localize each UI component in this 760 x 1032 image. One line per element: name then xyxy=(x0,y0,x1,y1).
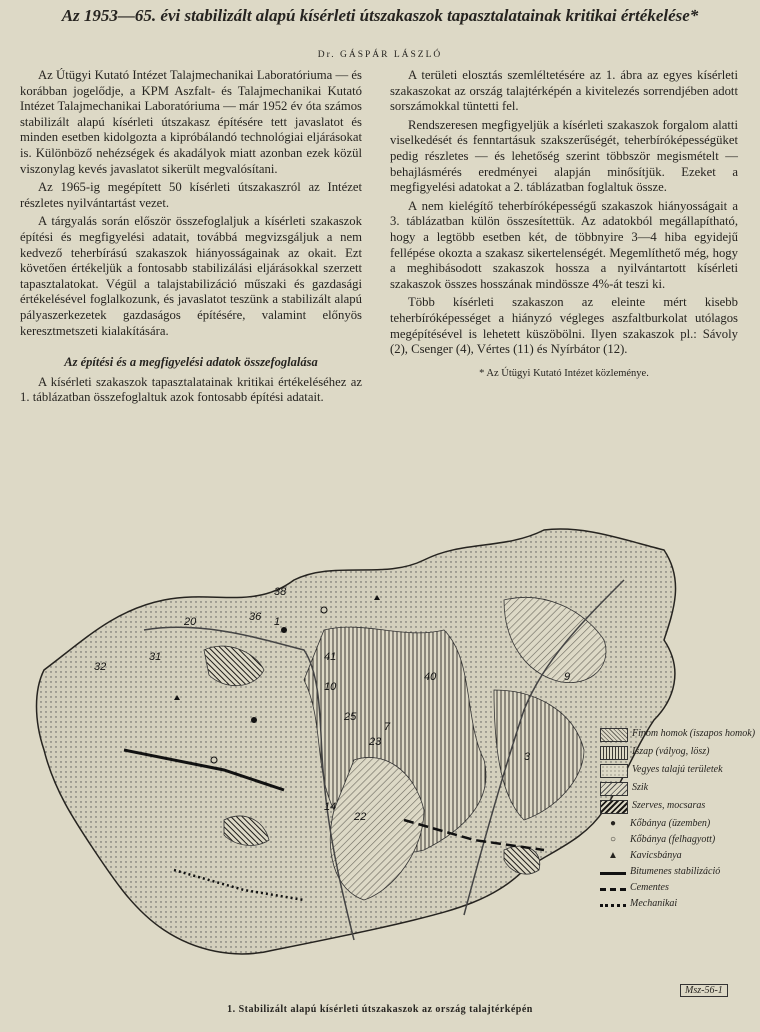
map-code: Msz-56-1 xyxy=(680,984,728,997)
paragraph: Rendszeresen megfigyeljük a kísérleti szakaszok forgalom alatti viselkedését és fenntartásuk szakszerűségét, teherbíróképességüket pedig részletes — és lehetőség szerint többször megismételt — behajlásmérés eredményei alapján minősítjük. Ezeket a megfigyelési adatokat a 2. táblázatban foglaltuk össze. xyxy=(390,117,738,195)
quarry-active-marker xyxy=(281,627,287,633)
map-number-label: 3 xyxy=(524,751,531,763)
paragraph: Az Útügyi Kutató Intézet Talajmechanikai Laboratóriuma — és korábban jogelődje, a KPM Aszfalt- és Talajmechanikai Kutató Intézet Talajmechanikai Laboratóriuma — már 1952 év óta számos stabilizált alapú kísérleti útszakasz építésére tett javaslatot és minden esetben kidolgozta a kipróbálandó technológiai eljárásokat is. Különböző nehézségek és akadályok miatt azonban ezek közül viszonylag kevés javaslatot sikerült megvalósítani. xyxy=(20,68,362,176)
map-number-label: 10 xyxy=(324,681,337,693)
map-number-label: 14 xyxy=(324,801,337,813)
map-number-label: 22 xyxy=(354,811,367,823)
map-number-label: 7 xyxy=(384,721,391,733)
left-column xyxy=(20,68,362,409)
figure-caption: 1. Stabilizált alapú kísérleti útszakaszok az ország talajtérképén xyxy=(227,1004,533,1015)
map-number-label: 25 xyxy=(344,711,357,723)
map-legend xyxy=(600,728,758,914)
map-number-label: 1 xyxy=(274,616,281,628)
legend-item-organic xyxy=(600,800,758,814)
solid-line-icon xyxy=(600,866,626,875)
author-name: Dr. GÁSPÁR LÁSZLÓ xyxy=(317,50,443,60)
hollow-dot-icon: ○ xyxy=(609,834,617,845)
legend-label: Kavicsbánya xyxy=(630,850,682,861)
legend-label: Szerves, mocsaras xyxy=(632,800,706,811)
right-column xyxy=(390,68,738,384)
legend-item-szik xyxy=(600,782,758,796)
mixed-soil-swatch xyxy=(600,764,628,778)
legend-item-silt xyxy=(600,746,758,760)
quarry-active-marker xyxy=(251,717,257,723)
filled-dot-icon: ● xyxy=(609,818,617,829)
legend-item-fine-sand xyxy=(600,728,758,742)
paragraph: A területi elosztás szemléltetésére az 1. ábra az egyes kísérleti szakaszokat az ország talajtérképén a kivitelezés sorrendjében adott sorszámokkal tüntetti fel. xyxy=(390,68,738,114)
legend-item-quarry-active xyxy=(600,818,758,830)
paragraph: Több kísérleti szakaszon az eleinte mért kisebb teherbíróképességet a hiányzó végleges aszfaltburkolat utólagos megépítésével is lehetett küszöbölni. Ilyen szakaszok pl.: Sávoly (2), Csenger (4), Vértes (11) és Nyírbátor (12). xyxy=(390,295,738,357)
paragraph: Az 1965-ig megépített 50 kísérleti útszakaszról az Intézet részletes nyilvántartást vezet. xyxy=(20,180,362,210)
map-number-label: 31 xyxy=(149,651,162,663)
szik-swatch xyxy=(600,782,628,796)
section-heading: Az építési és a megfigyelési adatok összefoglalása xyxy=(64,355,318,370)
map-number-label: 32 xyxy=(94,661,107,673)
map-number-label: 36 xyxy=(249,611,262,623)
map-number-label: 23 xyxy=(369,736,382,748)
silt-swatch xyxy=(600,746,628,760)
paragraph: A nem kielégítő teherbíróképességű szakaszok hiányosságait a 3. táblázatban külön összesítettük. Az adatokból megállapítható, hogy a legtöbb esetben két, de többnyire 3—4 hiba egyidejű fellépése okozta a szakasz sikertelenségét. Megemlíthető még, hogy a meghibásodott szakaszok hossza a nyilvántartott kísérleti szakaszok összes hosszának mindössze 4%-át teszi ki. xyxy=(390,198,738,291)
legend-label: Mechanikai xyxy=(630,898,678,909)
legend-item-cement xyxy=(600,882,758,894)
legend-item-mechanical xyxy=(600,898,758,910)
dashed-line-icon xyxy=(600,882,626,891)
article-title: Az 1953—65. évi stabilizált alapú kísérleti útszakaszok tapasztalatainak kritikai értékelése* xyxy=(61,6,699,25)
paragraph: A tárgyalás során először összefoglaljuk a kísérleti szakaszok építési és megfigyelési adatait, továbbá megvizsgáljuk a nem kedvező teherbírású szakaszok hiányosságainak az okait. Ezt követően értékeljük a fontosabb stabilizálási eljárásokkal szerzett tapasztalatokat. Végül a talajstabilizáció műszaki és gazdasági értékelésével foglalkozunk, és javaslatot teszünk a stabilizált alapú pályaszerkezetek gazdaságos építésére, valamint előnyös keresztmetszeti kialakítására. xyxy=(20,214,362,338)
legend-label: Szik xyxy=(632,782,649,793)
paragraph: A kísérleti szakaszok tapasztalatainak kritikai értékeléséhez az 1. táblázatban összefoglaltuk azok fontosabb építési adatait. xyxy=(20,374,362,405)
legend-item-quarry-disused xyxy=(600,834,758,846)
map-number-label: 9 xyxy=(564,671,571,683)
map-number-label: 41 xyxy=(324,651,337,663)
legend-label: Iszap (vályog, lösz) xyxy=(632,746,710,757)
footnote: * Az Útügyi Kutató Intézet közleménye. xyxy=(479,367,649,379)
legend-label: Bitumenes stabilizáció xyxy=(630,866,721,877)
map-number-label: 20 xyxy=(184,616,197,628)
legend-label: Finom homok (iszapos homok) xyxy=(632,728,756,739)
map-number-label: 40 xyxy=(424,671,437,683)
fine-sand-swatch xyxy=(600,728,628,742)
legend-item-gravel-pit xyxy=(600,850,758,862)
dotted-line-icon xyxy=(600,898,626,907)
legend-label: Vegyes talajú területek xyxy=(632,764,723,775)
legend-label: Cementes xyxy=(630,882,669,893)
legend-label: Kőbánya (üzemben) xyxy=(630,818,711,829)
legend-item-mixed xyxy=(600,764,758,778)
organic-swatch xyxy=(600,800,628,814)
legend-item-bituminous xyxy=(600,866,758,878)
map-number-label: 38 xyxy=(274,586,287,598)
legend-label: Kőbánya (felhagyott) xyxy=(630,834,716,845)
triangle-icon: ▲ xyxy=(608,850,618,861)
